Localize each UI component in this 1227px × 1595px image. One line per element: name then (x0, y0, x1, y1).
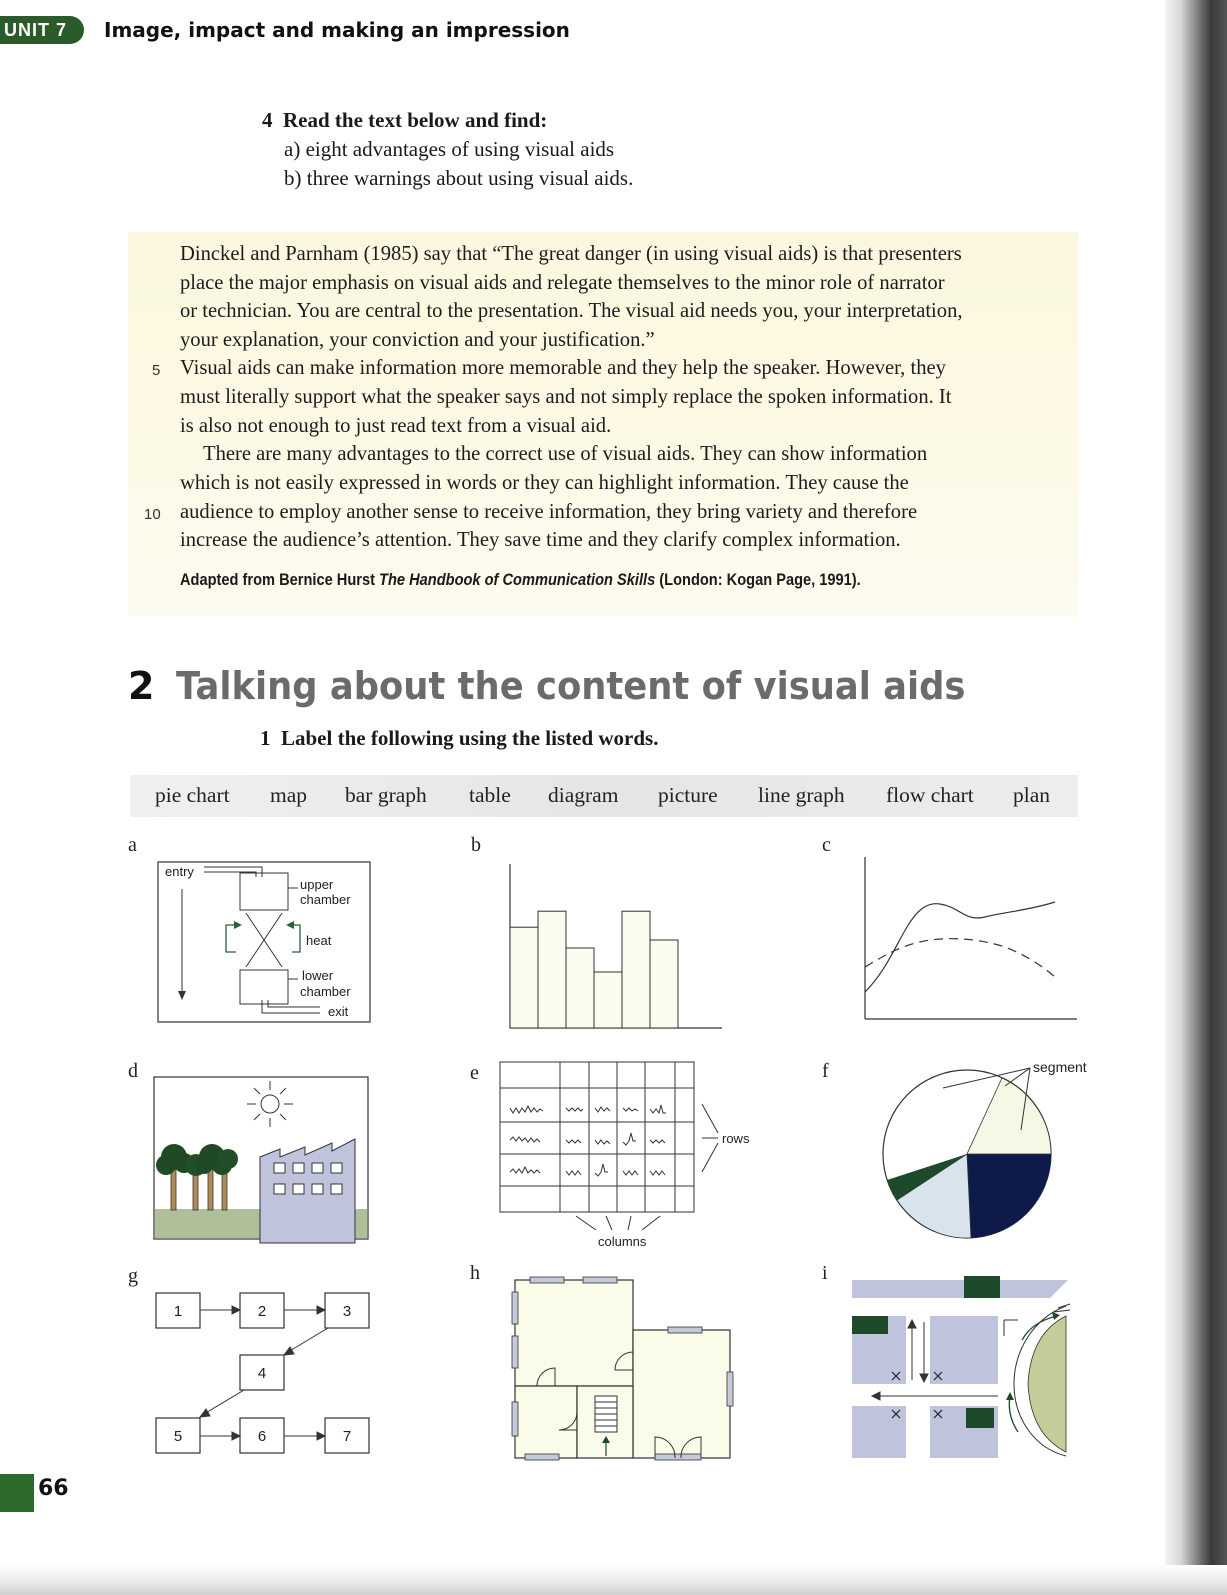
figure-letter-e: e (470, 1062, 479, 1084)
figure-letter-i: i (822, 1262, 828, 1284)
word-pie-chart: pie chart (155, 783, 230, 807)
book-spine-shadow (1165, 0, 1227, 1595)
figure-e-table (492, 1058, 762, 1256)
word-list-bar (130, 775, 1078, 817)
word-map: map (270, 783, 308, 807)
label-upper-2: chamber (300, 892, 351, 907)
pie-segment-navy (967, 1154, 1051, 1238)
figure-b-bar-graph (500, 862, 730, 1034)
map-green-arrowhead-top (1052, 1312, 1060, 1320)
bar-4 (594, 972, 622, 1028)
bar-1 (510, 927, 538, 1028)
reading-line-4: your explanation, your conviction and your justification.” (180, 329, 655, 351)
section-title: Talking about the content of visual aids (176, 664, 966, 708)
bar-2 (538, 911, 566, 1028)
unit-badge: UNIT 7 (0, 16, 84, 44)
figure-d-picture (150, 1073, 372, 1245)
map-top-landmark (964, 1276, 1000, 1298)
flow-label-6: 6 (257, 1428, 267, 1445)
figure-letter-f: f (822, 1060, 829, 1082)
map-top-block (852, 1280, 1068, 1298)
bar-3 (566, 948, 594, 1028)
reading-line-7: is also not enough to just read text from a visual aid. (180, 415, 612, 437)
figure-f-pie-chart (875, 1052, 1100, 1248)
line-graph-dashed-series (865, 939, 1055, 977)
label-heat: heat (306, 933, 332, 948)
label-upper-1: upper (300, 877, 334, 892)
word-flow-chart: flow chart (886, 783, 974, 807)
flow-label-2: 2 (257, 1303, 267, 1320)
reading-source (180, 570, 861, 590)
reading-line-11: increase the audience’s attention. They save time and they clarify complex information. (180, 529, 901, 551)
flow-label-4: 4 (257, 1365, 267, 1382)
flow-label-5: 5 (173, 1428, 183, 1445)
reading-line-2: place the major emphasis on visual aids and relegate themselves to the minor role of narrator (180, 272, 945, 294)
reading-line-1: Dinckel and Parnham (1985) say that “The great danger (in using visual aids) is that presenters (180, 243, 962, 265)
reading-line-10: audience to employ another sense to receive information, they bring variety and therefore (180, 501, 918, 523)
line-number-5: 5 (152, 362, 161, 379)
word-table: table (469, 783, 511, 807)
reading-line-8: There are many advantages to the correct use of visual aids. They can show information (203, 443, 928, 465)
columns-pointer-lines (576, 1216, 660, 1230)
map-park-oval (1028, 1316, 1066, 1452)
sun-icon (261, 1095, 279, 1113)
task1-heading (260, 724, 658, 753)
figure-c-line-graph (855, 852, 1085, 1024)
word-line-graph: line graph (758, 783, 845, 807)
map-crossing-marks (892, 1372, 942, 1418)
figure-letter-c: c (822, 834, 831, 856)
reading-line-5: Visual aids can make information more memorable and they help the speaker. However, they (180, 357, 946, 379)
table-scribbles (510, 1105, 666, 1176)
line-graph-solid-series (865, 902, 1055, 992)
figure-i-map (848, 1272, 1073, 1462)
task1-number: 1 (260, 726, 271, 750)
section-number: 2 (128, 664, 155, 708)
task4-instruction: Read the text below and find: (283, 108, 548, 132)
page-bottom-edge (0, 1565, 1227, 1595)
word-picture: picture (658, 783, 718, 807)
plan-rooms (515, 1280, 730, 1458)
source-prefix: Adapted from Bernice Hurst (180, 570, 380, 589)
reading-line-3: or technician. You are central to the presentation. The visual aid needs you, your interpretation, (180, 300, 963, 322)
task1-instruction: Label the following using the listed words. (281, 726, 659, 750)
figure-letter-b: b (471, 834, 481, 856)
plan-stairs (595, 1396, 617, 1432)
bar-5 (622, 911, 650, 1028)
task4-heading (262, 106, 547, 135)
flow-label-7: 7 (342, 1428, 352, 1445)
map-green-arrowhead-bottom (1006, 1392, 1014, 1400)
task4-item-a: a) eight advantages of using visual aids (284, 137, 615, 161)
task4-number: 4 (262, 108, 273, 132)
map-landmark-top-left (852, 1316, 888, 1334)
upper-chamber-box (240, 873, 288, 910)
lower-chamber-box (240, 970, 288, 1004)
figure-g-flow-chart (150, 1288, 375, 1458)
line-number-10: 10 (144, 506, 161, 523)
word-bar-graph: bar graph (345, 783, 427, 807)
page-number: 66 (38, 1476, 69, 1501)
bar-graph-bars (510, 911, 678, 1028)
source-suffix: (London: Kogan Page, 1991). (655, 570, 861, 589)
label-segment: segment (1033, 1059, 1087, 1075)
flow-label-1: 1 (173, 1303, 183, 1320)
figure-letter-d: d (128, 1060, 138, 1082)
word-plan: plan (1013, 783, 1051, 807)
unit-title: Image, impact and making an impression (104, 18, 570, 42)
label-lower-2: chamber (300, 984, 351, 999)
figure-a-diagram (150, 855, 390, 1035)
flow-label-3: 3 (342, 1303, 352, 1320)
figure-letter-h: h (470, 1262, 480, 1284)
figure-letter-g: g (128, 1265, 138, 1287)
figure-letter-a: a (128, 834, 137, 856)
label-columns: columns (598, 1234, 647, 1249)
map-landmark-bottom (966, 1408, 994, 1428)
label-exit: exit (328, 1004, 349, 1019)
reading-line-9: which is not easily expressed in words or they can highlight information. They cause the (180, 472, 909, 494)
label-entry: entry (165, 864, 194, 879)
source-book-title: The Handbook of Communication Skills (379, 570, 656, 589)
reading-line-6: must literally support what the speaker says and not simply replace the spoken information. It (180, 386, 952, 408)
task4-item-b: b) three warnings about using visual aids. (284, 166, 634, 190)
map-road-edge-1 (1058, 1304, 1070, 1308)
map-block-bottom-left (852, 1406, 906, 1458)
page-number-bar (0, 1474, 34, 1512)
label-lower-1: lower (302, 968, 334, 983)
map-green-arrow-bottom (1009, 1396, 1018, 1432)
word-diagram: diagram (548, 783, 619, 807)
rows-pointer-lines (702, 1104, 718, 1172)
label-rows: rows (722, 1131, 750, 1146)
figure-h-plan (505, 1272, 745, 1464)
bar-6 (650, 940, 678, 1028)
table-grid (500, 1062, 694, 1212)
